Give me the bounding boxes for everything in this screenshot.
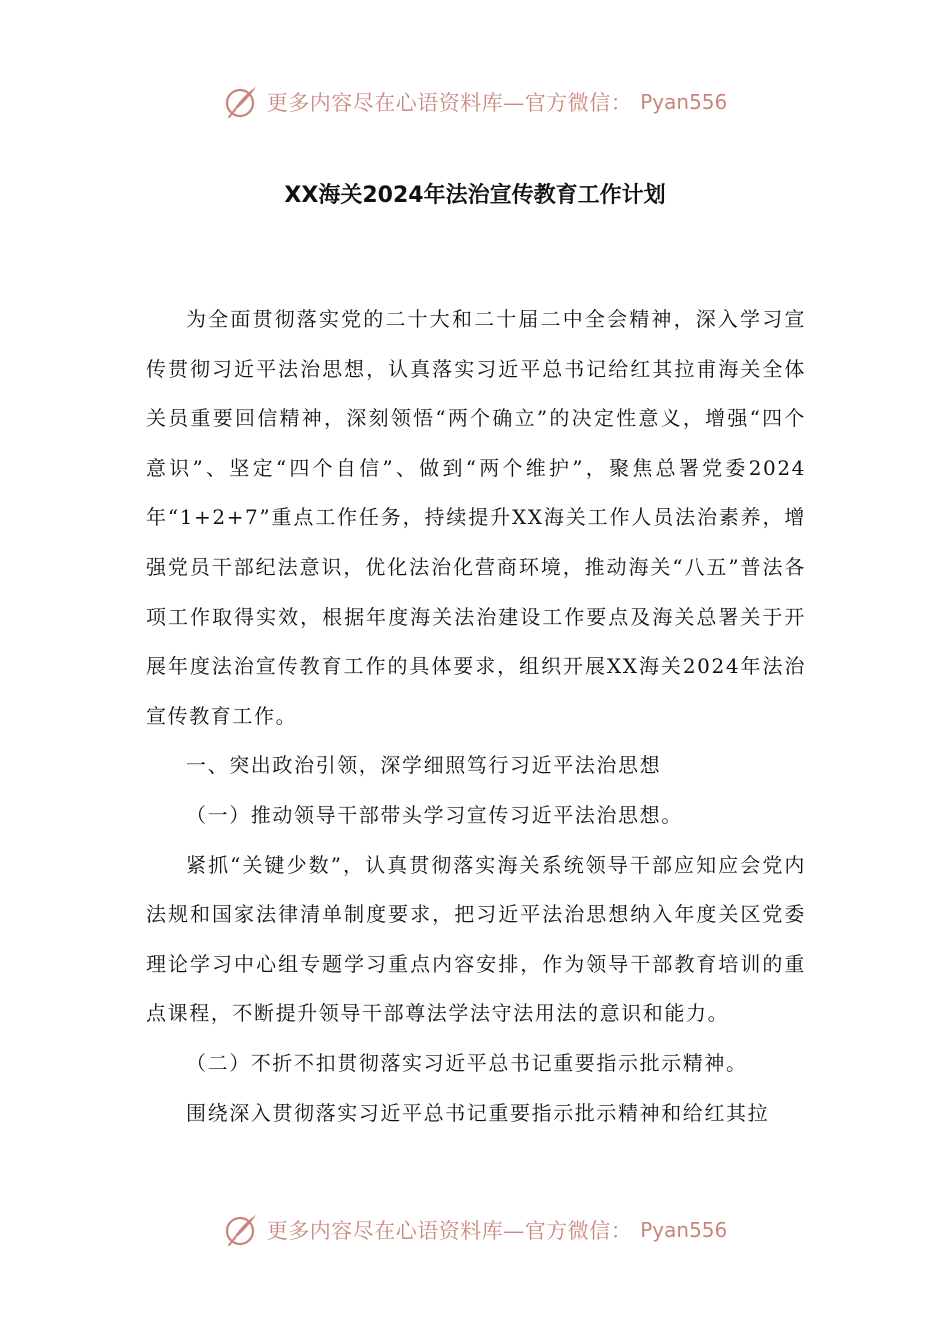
- watermark-footer: [0, 1208, 950, 1252]
- section-heading-1: 一、突出政治引领，深学细照笃行习近平法治思想: [186, 753, 662, 778]
- watermark-text: 更多内容尽在心语资料库—官方微信：: [266, 1219, 633, 1243]
- watermark-text: 更多内容尽在心语资料库—官方微信：: [266, 91, 633, 115]
- document-title: XX海关2024年法治宣传教育工作计划: [284, 183, 666, 208]
- watermark-account: Pyan556: [640, 90, 728, 114]
- subsection-heading-1: （一）推动领导干部带头学习宣传习近平法治思想。: [186, 802, 683, 827]
- watermark-header: [0, 80, 950, 124]
- watermark-account: Pyan556: [640, 1218, 728, 1242]
- document-body: [146, 295, 806, 1138]
- body-paragraph: 围绕深入贯彻落实习近平总书记重要指示批示精神和给红其拉: [186, 1100, 770, 1125]
- intro-paragraph: 为全面贯彻落实党的二十大和二十届二中全会精神，深入学习宣传贯彻习近平法治思想，认真落实习近平总书记给红其拉甫海关全体关员重要回信精神，深刻领悟“两个确立”的决定性意义，增强“四个意识”、坚定“四个自信”、做到“两个维护”，聚焦总署党委2024年“1+2+7”重点工作任务，持续提升XX海关工作人员法治素养，增强党员干部纪法意识，优化法治化营商环境，推动海关“八五”普法各项工作取得实效，根据年度海关法治建设工作要点及海关总署关于开展年度法治宣传教育工作的具体要求，组织开展XX海关2024年法治宣传教育工作。: [146, 307, 806, 728]
- body-paragraph: 紧抓“关键少数”，认真贯彻落实海关系统领导干部应知应会党内法规和国家法律清单制度要求，把习近平法治思想纳入年度关区党委理论学习中心组专题学习重点内容安排，作为领导干部教育培训的重点课程，不断提升领导干部尊法学法守法用法的意识和能力。: [146, 852, 806, 1026]
- feather-pen-logo-icon: [223, 84, 259, 120]
- subsection-heading-2: （二）不折不扣贯彻落实习近平总书记重要指示批示精神。: [186, 1050, 748, 1075]
- feather-pen-logo-icon: [223, 1212, 259, 1248]
